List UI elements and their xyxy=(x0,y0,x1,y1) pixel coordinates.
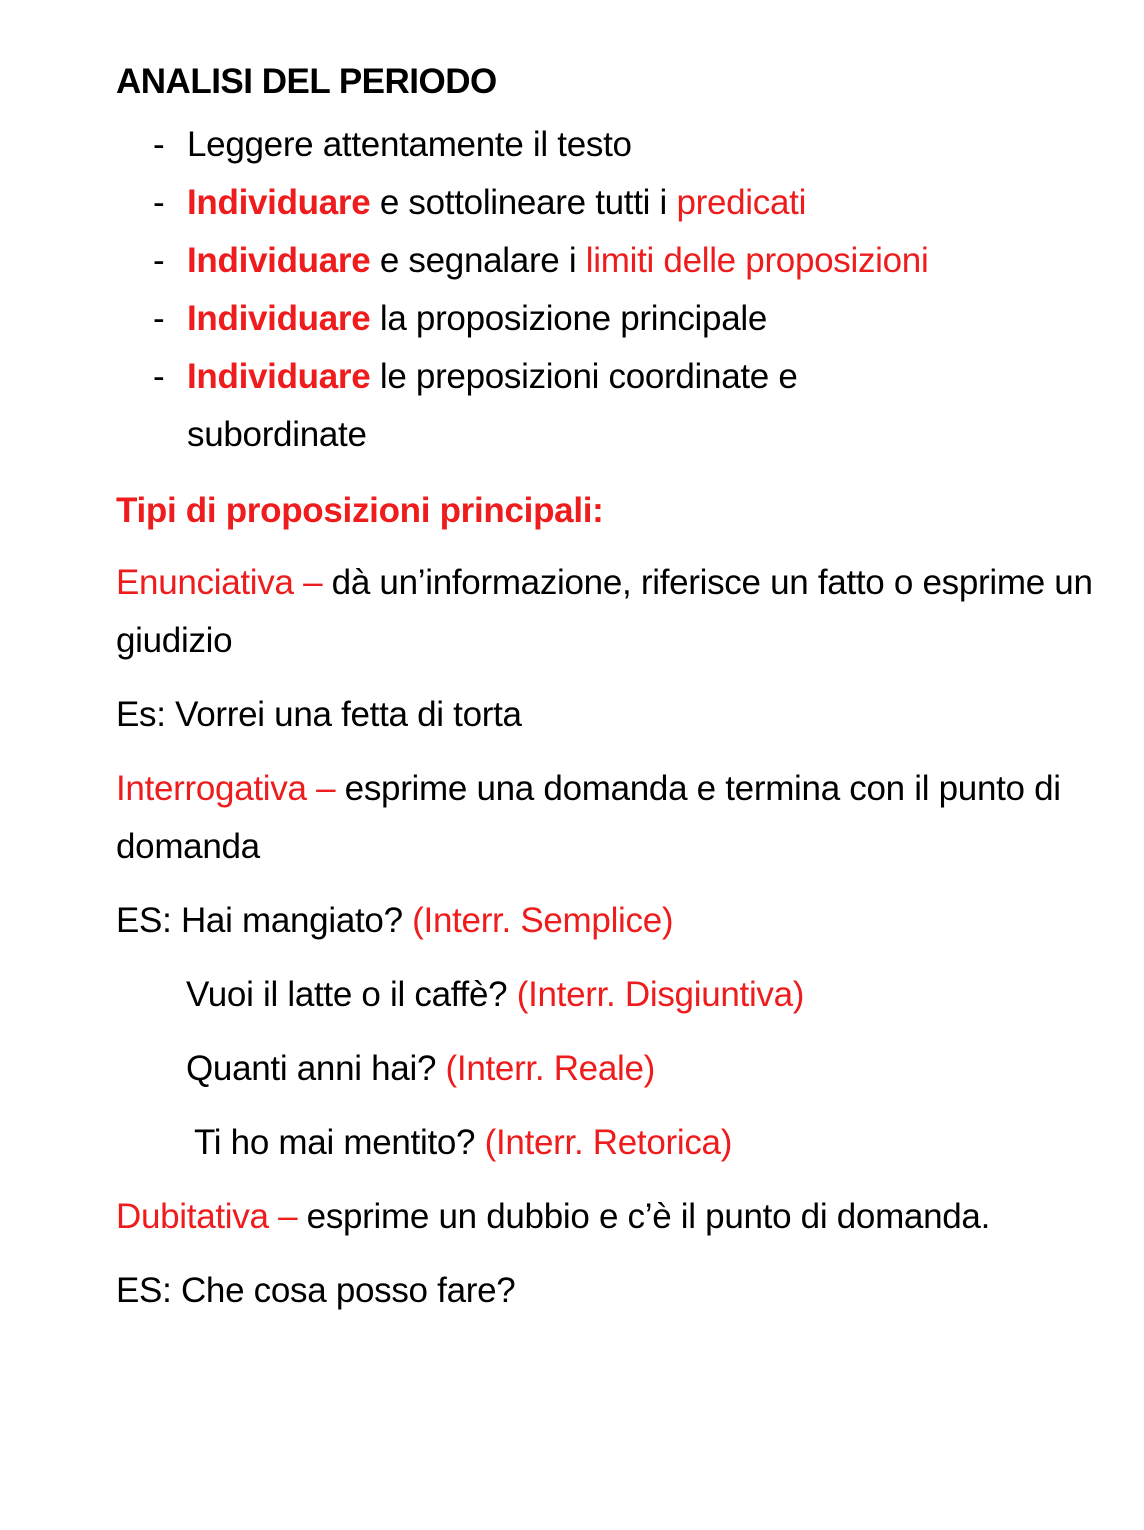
step-lead: Individuare xyxy=(187,183,371,222)
steps-list xyxy=(116,116,1106,464)
step-lead: Individuare xyxy=(187,299,371,338)
step-text: Leggere attentamente il testo xyxy=(187,125,632,164)
document-page xyxy=(116,62,1106,1320)
step-text: e sottolineare tutti i xyxy=(370,183,677,222)
term-enunciativa: Enunciativa xyxy=(116,563,294,602)
list-dash: - xyxy=(153,125,165,164)
term-interrogativa: Interrogativa xyxy=(116,769,307,808)
step-text: le preposizioni coordinate e subordinate xyxy=(187,357,798,454)
interrogativa-definition xyxy=(116,760,1106,876)
step-text: la proposizione principale xyxy=(370,299,768,338)
term-dubitativa: Dubitativa xyxy=(116,1197,269,1236)
enunciativa-example: Es: Vorrei una fetta di torta xyxy=(116,695,522,734)
enunciativa-definition xyxy=(116,554,1106,670)
step-highlight: predicati xyxy=(676,183,807,222)
step-lead: Individuare xyxy=(187,241,371,280)
section-title: Tipi di proposizioni principali: xyxy=(116,491,604,530)
interrogativa-example xyxy=(116,892,1106,950)
definition-text: esprime una domanda e termina con il punto di domanda xyxy=(116,769,1061,866)
interrogativa-example xyxy=(116,966,1106,1024)
example-type: (Interr. Reale) xyxy=(445,1049,656,1088)
example-type: (Interr. Disgiuntiva) xyxy=(516,975,805,1014)
step-item xyxy=(116,232,1106,290)
step-text: e segnalare i xyxy=(370,241,586,280)
example-question: Hai mangiato? xyxy=(180,901,413,940)
term-separator: – xyxy=(306,769,345,808)
dubitativa-definition xyxy=(116,1188,996,1246)
interrogativa-example xyxy=(116,1114,1106,1172)
example-type: (Interr. Semplice) xyxy=(412,901,674,940)
document-title: ANALISI DEL PERIODO xyxy=(116,62,497,101)
step-highlight: limiti delle proposizioni xyxy=(585,241,929,280)
example-question: Vuoi il latte o il caffè? xyxy=(186,975,517,1014)
example-prefix: ES: xyxy=(116,901,181,940)
example-question: Quanti anni hai? xyxy=(186,1049,446,1088)
term-separator: – xyxy=(293,563,332,602)
definition-text: dà un’informazione, riferisce un fatto o esprime un giudizio xyxy=(116,563,1093,660)
list-dash: - xyxy=(153,299,165,338)
term-separator: – xyxy=(268,1197,307,1236)
example-question: Ti ho mai mentito? xyxy=(194,1123,485,1162)
step-item xyxy=(116,116,1106,174)
step-item xyxy=(116,174,1106,232)
dubitativa-example: ES: Che cosa posso fare? xyxy=(116,1271,516,1310)
interrogativa-example xyxy=(116,1040,1106,1098)
list-dash: - xyxy=(153,357,165,396)
example-type: (Interr. Retorica) xyxy=(484,1123,733,1162)
list-dash: - xyxy=(153,241,165,280)
list-dash: - xyxy=(153,183,165,222)
definition-text: esprime un dubbio e c’è il punto di domanda. xyxy=(306,1197,991,1236)
step-item xyxy=(116,348,967,464)
step-item xyxy=(116,290,1106,348)
step-lead: Individuare xyxy=(187,357,371,396)
